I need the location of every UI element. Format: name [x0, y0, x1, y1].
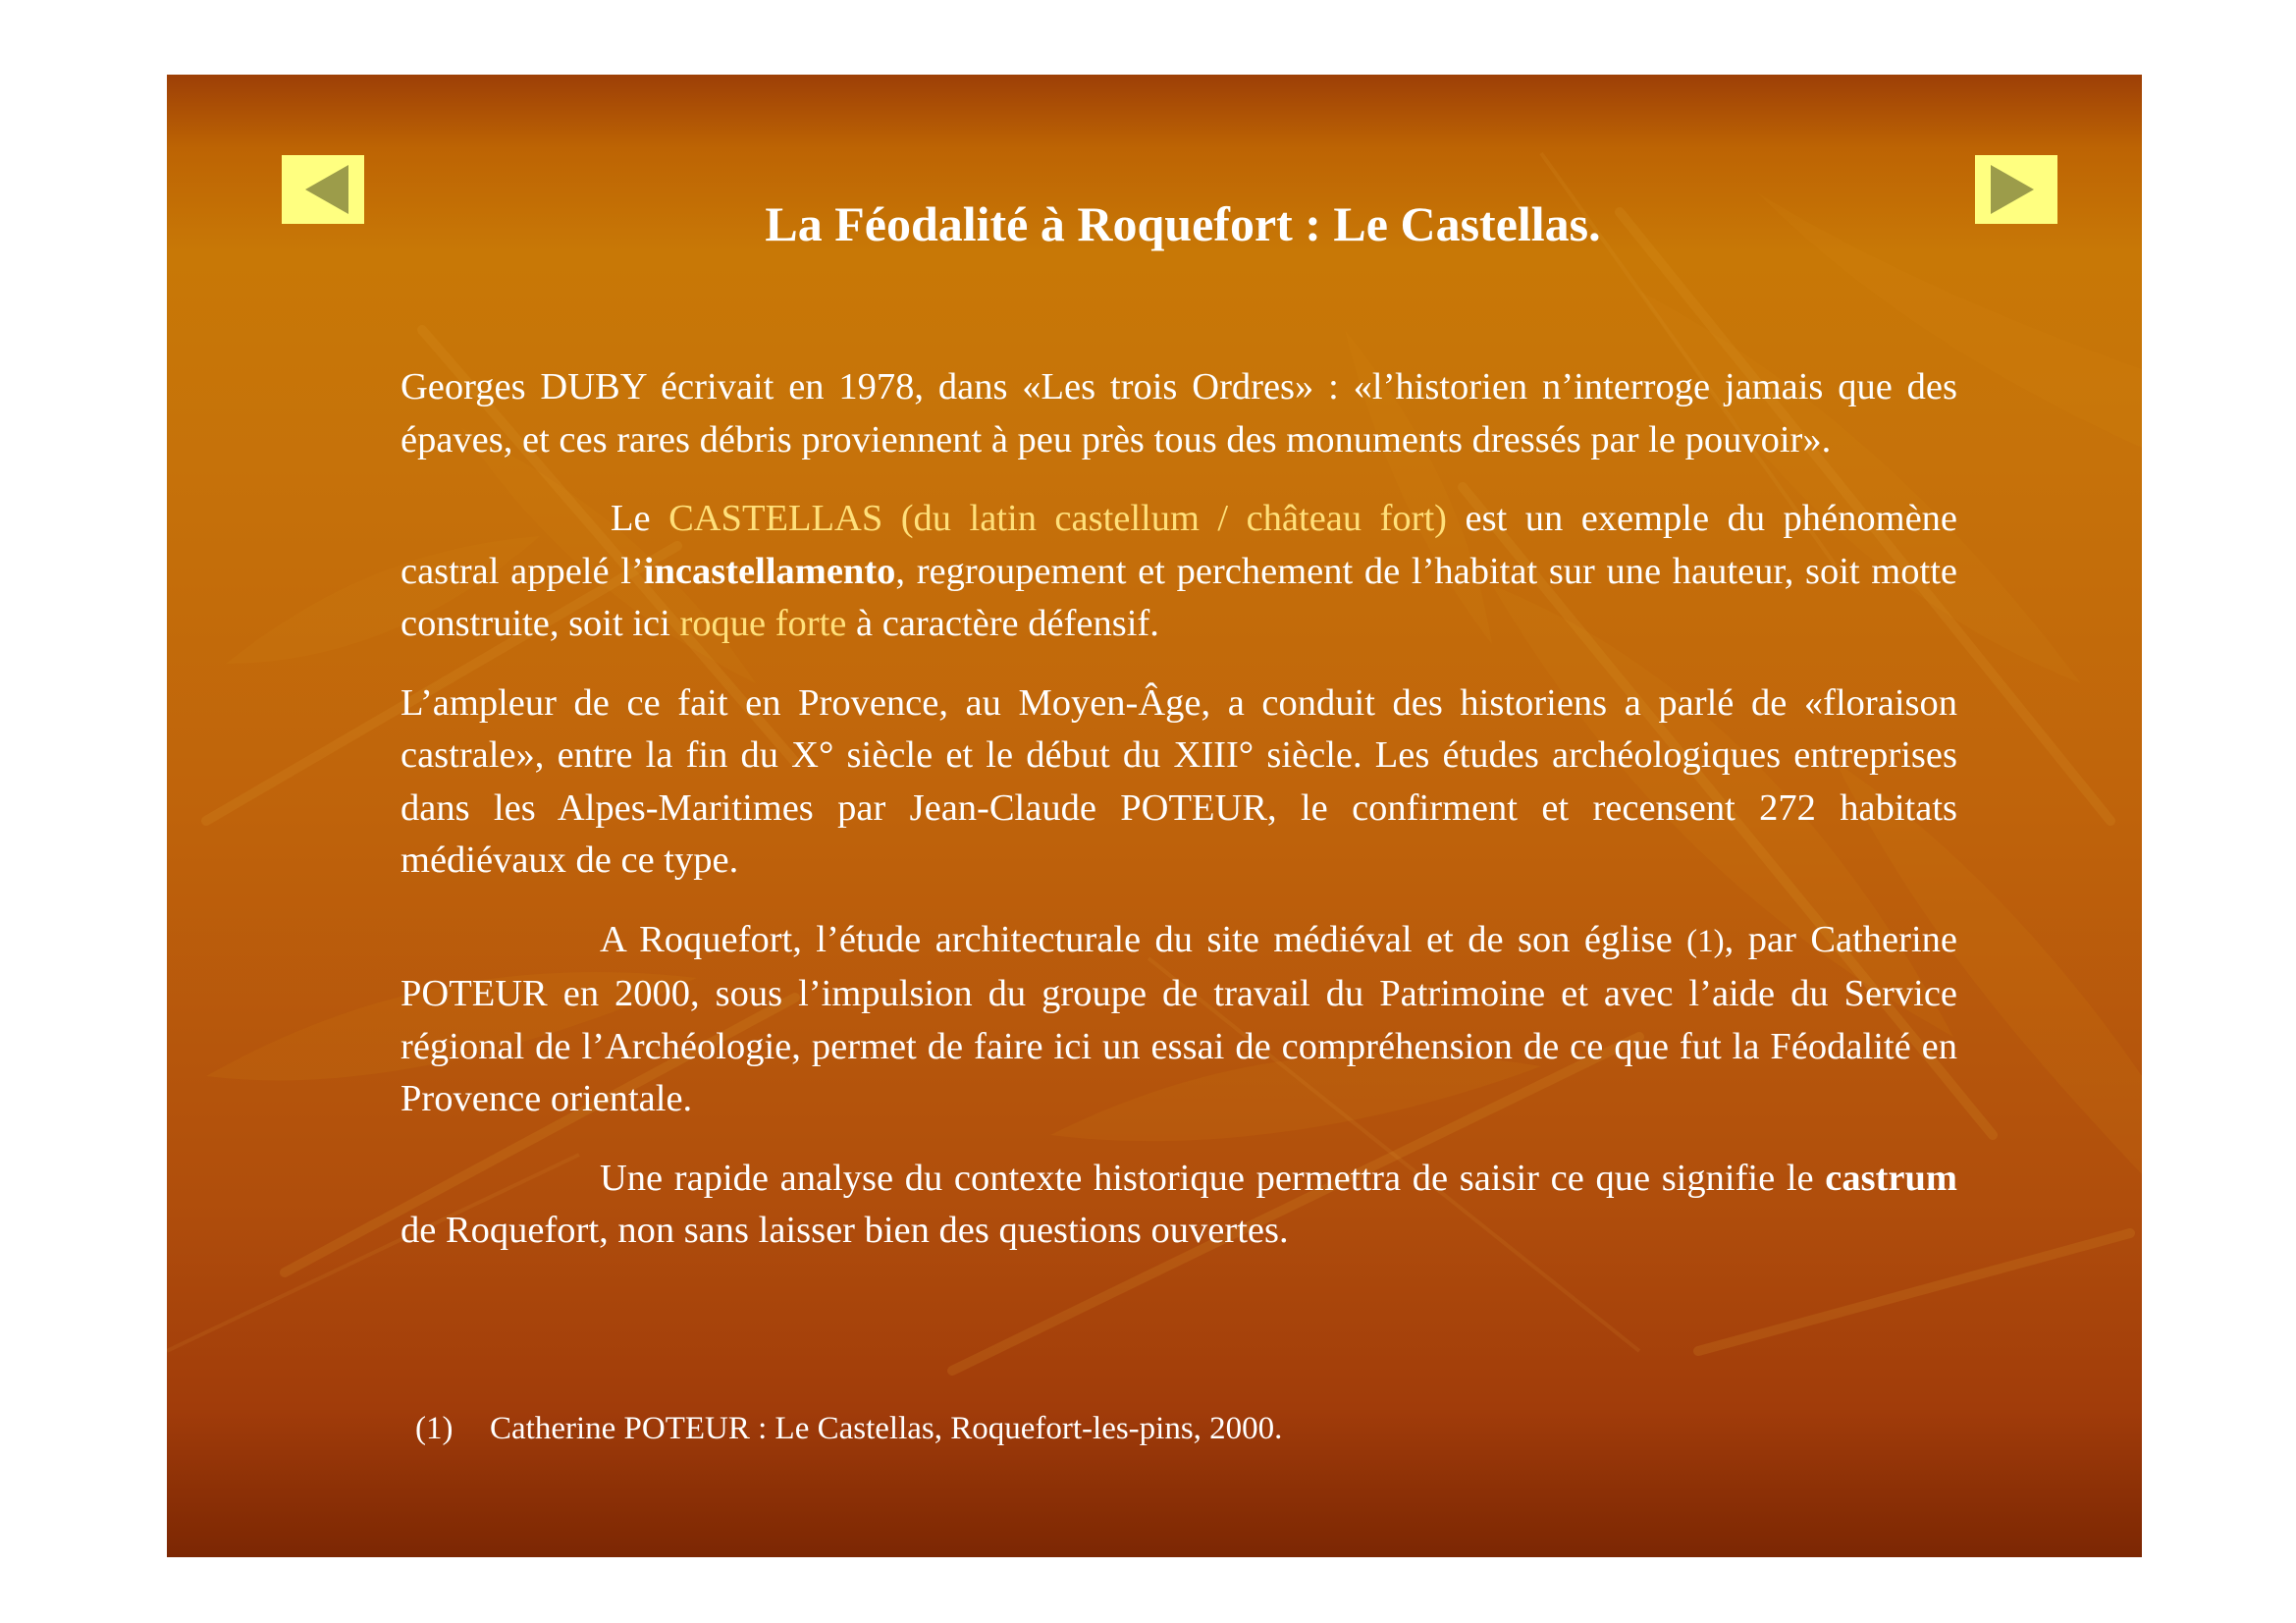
- roque-forte-highlight: roque forte: [679, 603, 847, 644]
- text-run: Une rapide analyse du contexte historique permettra de saisir ce que signifie le: [600, 1157, 1826, 1199]
- text-run: Le: [611, 498, 669, 539]
- paragraph-castellas: [400, 493, 1957, 651]
- text-run: , regroupement et perchement de l’habitat sur une hauteur, soit motte construite, soit ici: [400, 550, 1957, 644]
- slide-title: La Féodalité à Roquefort : Le Castellas.: [765, 196, 1601, 251]
- text-run: est un exemple du phénomène castral appelé l’: [400, 498, 1957, 592]
- text-run: de Roquefort, non sans laisser bien des questions ouvertes.: [400, 1210, 1289, 1251]
- slide: [167, 75, 2142, 1557]
- paragraph-floraison-castrale: L’ampleur de ce fait en Provence, au Moyen-Âge, a conduit des historiens a parlé de «floraison castrale», entre la fin du X° siècle et le début du XIII° siècle. Les études archéologiques entreprises dans les Alpes-Maritimes par Jean-Claude POTEUR, le confirment et recensent 272 habitats médiévaux de ce type.: [400, 681, 1957, 881]
- paragraph-roquefort-study: [400, 914, 1957, 1126]
- castrum-term: castrum: [1825, 1157, 1957, 1199]
- paragraph-castrum: [400, 1153, 1957, 1258]
- footnote-text: Catherine POTEUR : Le Castellas, Roquefort-les-pins, 2000.: [490, 1411, 1283, 1446]
- footnote: [415, 1407, 1282, 1450]
- footnote-reference: (1): [1686, 923, 1725, 959]
- paragraph-duby-quote: Georges DUBY écrivait en 1978, dans «Les trois Ordres» : «l’historien n’interroge jamais que des épaves, et ces rares débris proviennent à peu près tous des monuments dressés par le pouvoir».: [400, 366, 1957, 460]
- footnote-number: (1): [415, 1411, 454, 1446]
- text-run: à caractère défensif.: [846, 603, 1159, 644]
- text-run: , par Catherine POTEUR en 2000, sous l’impulsion du groupe de travail du Patrimoine et avec l’aide du Service régional de l’Archéologie, permet de faire ici un essai de compréhension de ce que fut la Féodalité en Provence orientale.: [400, 918, 1957, 1119]
- slide-body: [400, 361, 1957, 1284]
- text-run: A Roquefort, l’étude architecturale du site médiéval et de son église: [600, 918, 1687, 960]
- incastellamento-term: incastellamento: [643, 550, 896, 592]
- castellas-highlight: CASTELLAS (du latin castellum / château fort): [668, 498, 1448, 539]
